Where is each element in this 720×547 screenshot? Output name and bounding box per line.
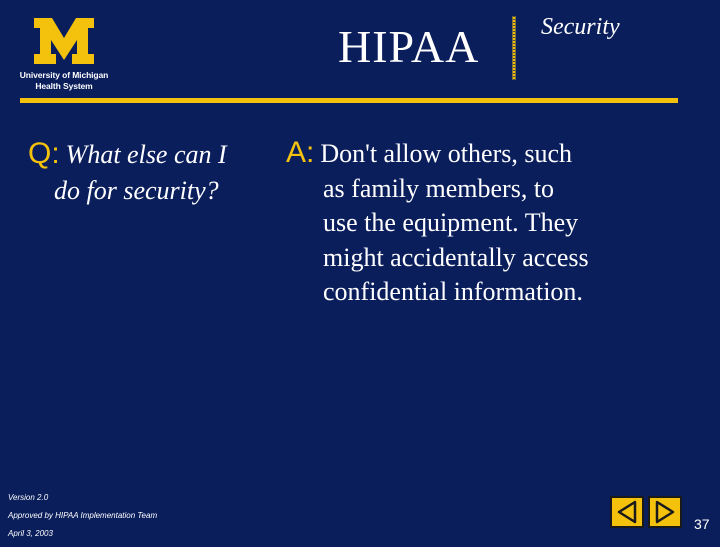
footer-info [8,493,157,547]
footer-version: Version 2.0 [8,493,49,502]
footer-date: April 3, 2003 [8,529,53,538]
triangle-left-icon [612,498,642,526]
header-divider [511,16,517,80]
answer-prefix: A: [286,136,315,169]
question-text-2: do for security? [54,176,219,205]
logo-text-university: University of Michigan [19,70,109,80]
question-block [28,136,296,209]
logo-text-health-system: Health System [35,81,93,91]
header-title: HIPAA [338,21,480,72]
header-rule [20,98,678,103]
answer-text-4: might accidentally access [323,242,589,272]
answer-text-5: confidential information. [323,277,583,306]
answer-text-3: use the equipment. They [323,208,579,237]
answer-text-2: as family members, to [323,173,555,203]
page-number: 37 [694,516,710,532]
block-m-icon [32,16,96,66]
answer-text-1: Don't allow others, such [320,139,573,168]
next-slide-button[interactable] [648,496,682,528]
footer-approved: Approved by HIPAA Implementation Team [8,511,158,520]
header-section-label: Security [541,14,620,40]
question-line-1 [28,136,296,173]
triangle-right-icon [650,498,680,526]
question-text-1: What else can I [65,140,227,169]
question-prefix: Q: [28,137,60,170]
university-logo [16,14,112,92]
answer-block [286,136,686,310]
answer-line-1 [286,136,686,172]
previous-slide-button[interactable] [610,496,644,528]
